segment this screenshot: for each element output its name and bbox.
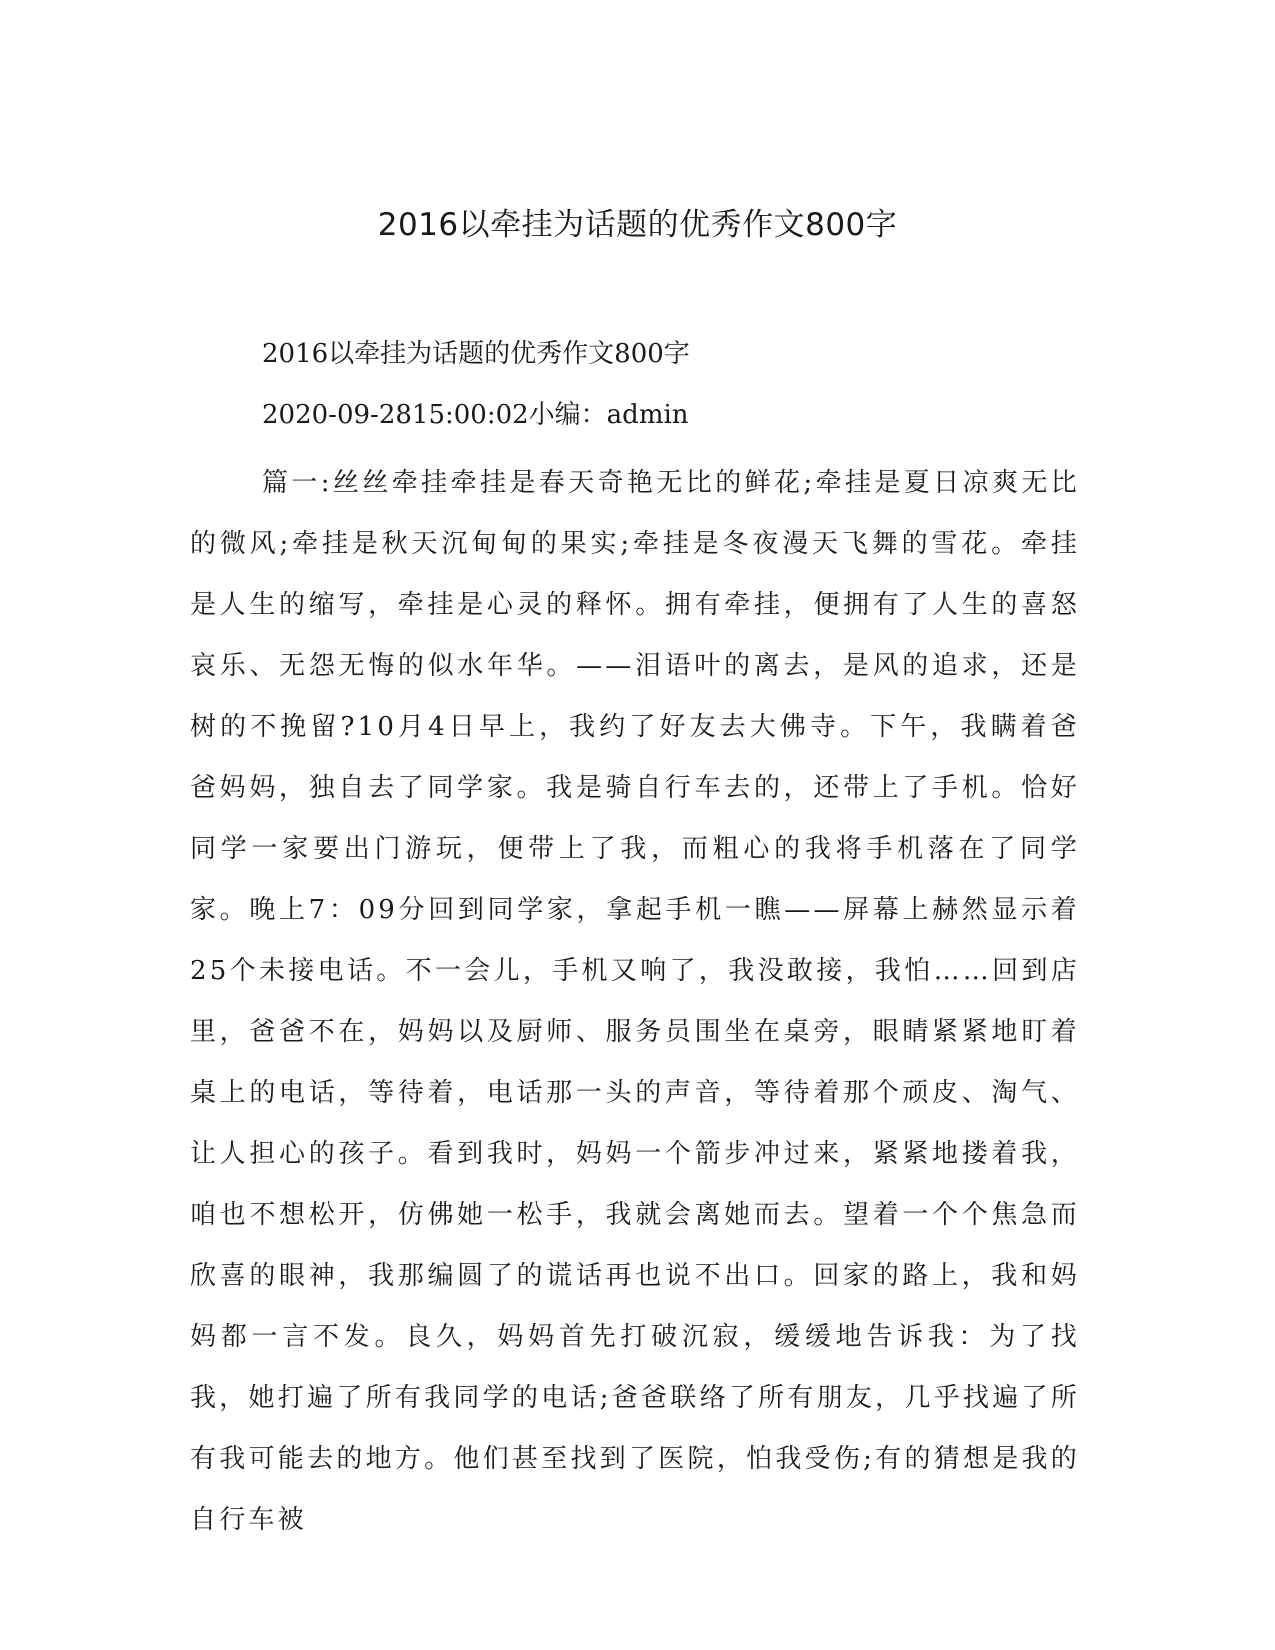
article-subtitle: 2016以牵挂为话题的优秀作文800字 [262,339,690,369]
article-body-paragraph: 篇一:丝丝牵挂牵挂是春天奇艳无比的鲜花;牵挂是夏日凉爽无比的微风;牵挂是秋天沉甸甸的果实;牵挂是冬夜漫天飞舞的雪花。牵挂是人生的缩写，牵挂是心灵的释怀。拥有牵挂，便拥有了人生的喜怒哀乐、无怨无悔的似水年华。——泪语叶的离去，是风的追求，还是树的不挽留?10月4日早上，我约了好友去大佛寺。下午，我瞒着爸爸妈妈，独自去了同学家。我是骑自行车去的，还带上了手机。恰好同学一家要出门游玩，便带上了我，而粗心的我将手机落在了同学家。晚上7：09分回到同学家，拿起手机一瞧——屏幕上赫然显示着25个未接电话。不一会儿，手机又响了，我没敢接，我怕……回到店里，爸爸不在，妈妈以及厨师、服务员围坐在桌旁，眼睛紧紧地盯着桌上的电话，等待着，电话那一头的声音，等待着那个顽皮、淘气、让人担心的孩子。看到我时，妈妈一个箭步冲过来，紧紧地搂着我，咱也不想松开，仿佛她一松手，我就会离她而去。望着一个个焦急而欣喜的眼神，我那编圆了的谎话再也说不出口。回家的路上，我和妈妈都一言不发。良久，妈妈首先打破沉寂，缓缓地告诉我：为了找我，她打遍了所有我同学的电话;爸爸联络了所有朋友，几乎找遍了所有我可能去的地方。他们甚至找到了医院，怕我受伤;有的猜想是我的自行车被 [190,468,1080,1535]
document-title: 2016以牵挂为话题的优秀作文800字 [377,207,898,243]
article-meta: 2020-09-2815:00:02小编：admin [262,400,689,430]
